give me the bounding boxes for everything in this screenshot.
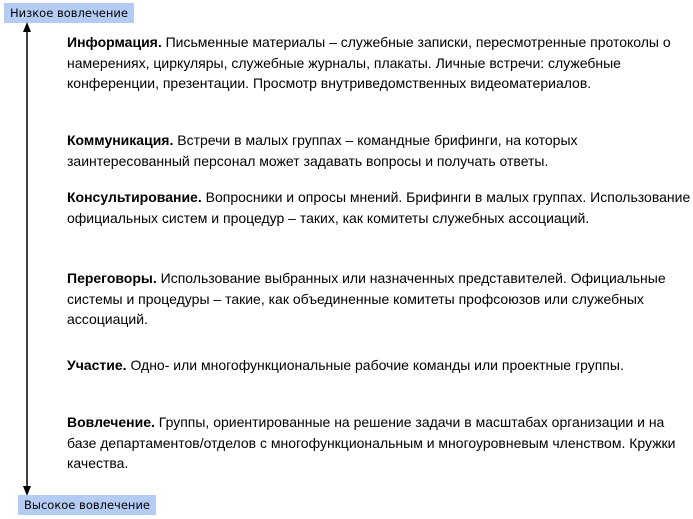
level-term: Коммуникация	[67, 132, 170, 148]
level-term: Информация	[67, 34, 158, 50]
level-description: Использование выбранных или назначенных представителей. Официальные системы и процедуры – такие, как объединенные комитеты профсоюзов или служебных ассоциаций.	[67, 270, 666, 327]
level-participation	[67, 355, 693, 376]
level-involvement	[67, 412, 693, 474]
level-term: Вовлечение.	[67, 414, 155, 430]
level-description: Письменные материалы – служебные записки, пересмотренные протоколы о намерениях, циркуляры, служебные журналы, плакаты. Личные встречи: служебные конференции, презентации. Просмотр внутриведомственных видеоматериалов.	[67, 34, 671, 91]
level-description: Одно- или многофункциональные рабочие команды или проектные группы.	[126, 357, 624, 373]
level-term: Консультирование	[67, 189, 198, 205]
high-involvement-label: Высокое вовлечение	[18, 495, 156, 515]
level-term-sep: .	[157, 34, 162, 50]
level-term-sep: .	[169, 132, 174, 148]
level-term-sep: .	[152, 270, 157, 286]
low-involvement-label: Низкое вовлечение	[4, 3, 134, 23]
involvement-scale-arrow	[16, 22, 38, 496]
level-consultation	[67, 187, 693, 228]
level-negotiation	[67, 268, 693, 330]
level-description: Встречи в малых группах – командные брифинги, на которых заинтересованный персонал может задавать вопросы и получать ответы.	[67, 132, 578, 169]
level-description: Вопросники и опросы мнений. Брифинги в малых группах. Использование официальных систем и процедур – таких, как комитеты служебных ассоциаций.	[67, 189, 691, 226]
level-term: Переговоры	[67, 270, 153, 286]
level-term-sep: .	[197, 189, 202, 205]
level-term-sep: .	[122, 357, 127, 373]
level-information	[67, 32, 693, 94]
level-description: Группы, ориентированные на решение задачи в масштабах организации и на базе департаментов/отделов с многофункциональным и многоуровневым членством. Кружки качества.	[67, 414, 676, 471]
level-term: Участие	[67, 357, 123, 373]
level-communication	[67, 130, 693, 171]
